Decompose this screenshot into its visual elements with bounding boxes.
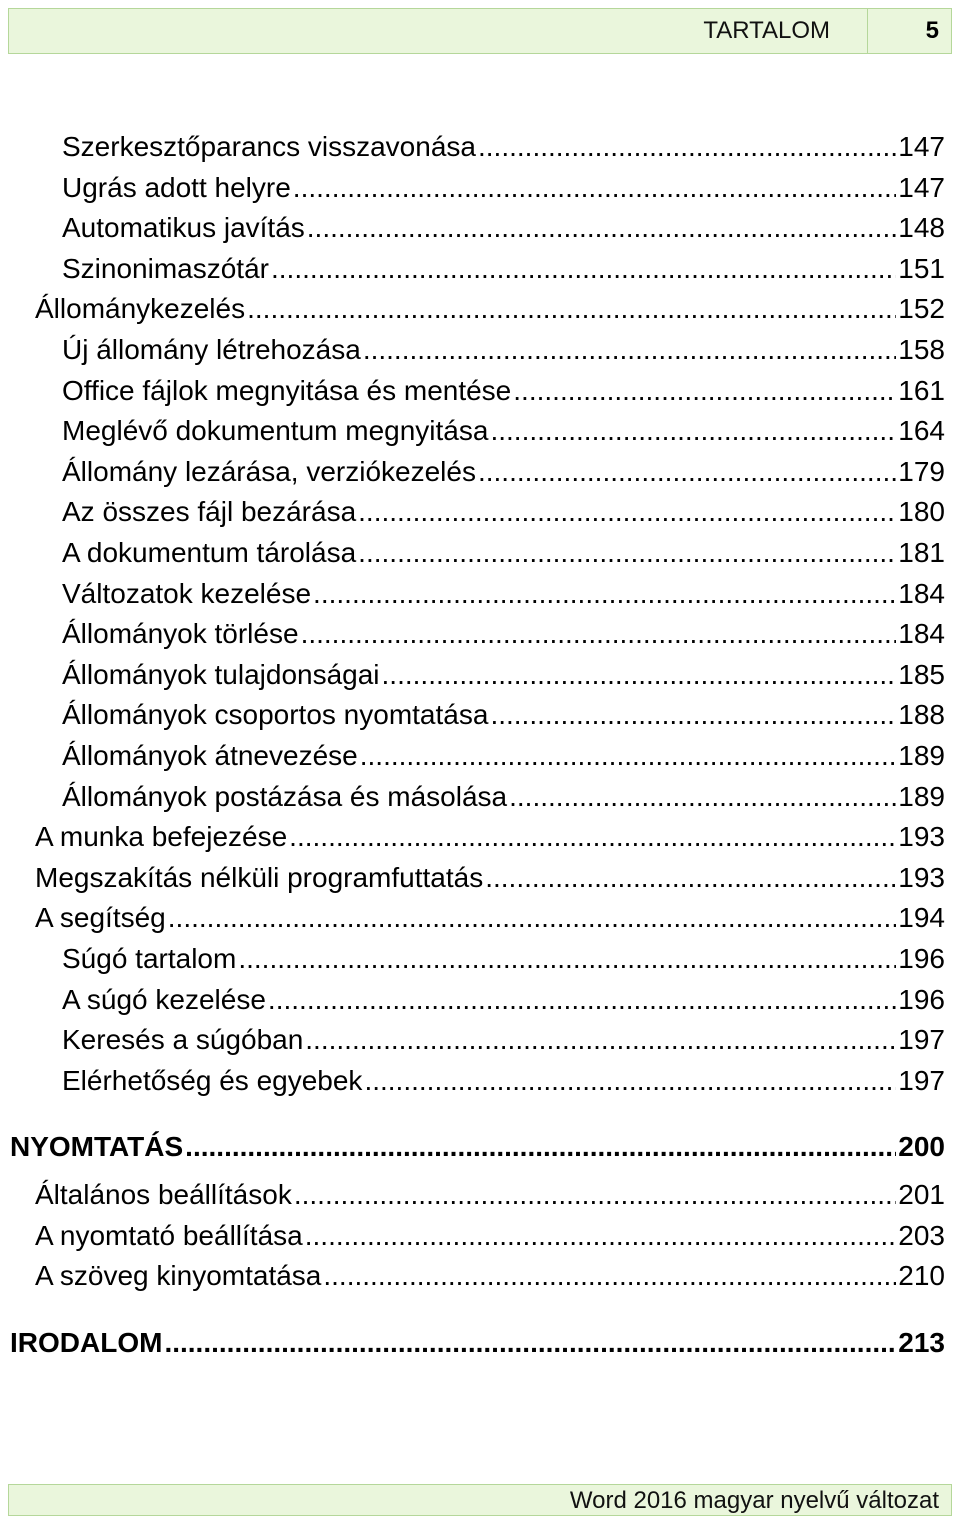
toc-entry-title: A munka befejezése [35, 821, 288, 853]
toc-entry-title: Állományok törlése [62, 618, 299, 650]
toc-dot-leader [305, 1219, 897, 1253]
toc-entry[interactable] [62, 936, 945, 976]
toc-dot-leader [382, 658, 897, 692]
toc-entry-title: A súgó kezelése [62, 983, 266, 1015]
toc-entry-page: 152 [898, 293, 945, 325]
toc-entry-title: Szerkesztőparancs visszavonása [62, 131, 476, 162]
toc-entry-page: 189 [898, 740, 945, 771]
toc-dot-leader [358, 536, 896, 570]
toc-entry[interactable] [10, 1124, 945, 1164]
toc-dot-leader [185, 1130, 896, 1164]
toc-entry-title: A nyomtató beállítása [35, 1219, 303, 1251]
toc-entry[interactable] [62, 530, 945, 570]
toc-entry[interactable] [62, 368, 945, 408]
toc-entry-page: 184 [898, 577, 945, 609]
toc-entry-page: 194 [898, 902, 945, 934]
toc-entry-page: 151 [898, 252, 945, 284]
toc-dot-leader [363, 333, 896, 367]
toc-entry-title: Állományok csoportos nyomtatása [62, 699, 489, 731]
toc-entry[interactable] [62, 1017, 945, 1057]
toc-dot-leader [268, 983, 896, 1017]
toc-entry-title: A segítség [35, 902, 166, 934]
toc-dot-leader [360, 739, 897, 773]
toc-entry[interactable] [62, 611, 945, 651]
toc-dot-leader [168, 901, 897, 935]
toc-entry-page: 200 [898, 1131, 945, 1162]
toc-entry-page: 203 [898, 1219, 945, 1251]
toc-entry[interactable] [62, 327, 945, 367]
toc-entry-page: 179 [898, 455, 945, 487]
toc-dot-leader [238, 942, 896, 976]
toc-entry-page: 193 [898, 821, 945, 853]
toc-entry-page: 181 [898, 537, 945, 568]
header-page-number: 5 [925, 17, 939, 44]
toc-dot-leader [247, 292, 896, 326]
toc-entry-title: A szöveg kinyomtatása [35, 1260, 322, 1292]
page-header [8, 8, 952, 54]
toc-dot-leader [490, 698, 896, 732]
toc-entry[interactable] [35, 286, 945, 326]
toc-dot-leader [478, 455, 896, 489]
toc-dot-leader [485, 861, 896, 895]
toc-entry[interactable] [62, 205, 945, 245]
toc-entry-title: Meglévő dokumentum megnyitása [62, 415, 489, 447]
toc-dot-leader [358, 495, 896, 529]
toc-entry-title: NYOMTATÁS [10, 1131, 184, 1162]
header-divider [867, 8, 868, 54]
toc-dot-leader [323, 1259, 896, 1293]
toc-entry-page: 189 [898, 780, 945, 812]
toc-entry-title: Állományok postázása és másolása [62, 780, 508, 812]
toc-entry-page: 184 [898, 618, 945, 650]
toc-entry[interactable] [62, 692, 945, 732]
toc-entry-page: 213 [898, 1327, 945, 1358]
toc-entry[interactable] [62, 571, 945, 611]
toc-entry[interactable] [10, 1320, 945, 1360]
toc-entry[interactable] [62, 408, 945, 448]
toc-entry-title: Általános beállítások [35, 1179, 292, 1210]
toc-entry-page: 196 [898, 983, 945, 1015]
toc-dot-leader [509, 780, 896, 814]
toc-dot-leader [490, 414, 896, 448]
toc-entry-page: 147 [898, 171, 945, 203]
toc-entry-title: Állományok átnevezése [62, 740, 358, 771]
toc-entry[interactable] [35, 895, 945, 935]
toc-entry-title: Ugrás adott helyre [62, 171, 291, 203]
toc-entry[interactable] [35, 855, 945, 895]
toc-dot-leader [478, 130, 896, 164]
toc-entry-title: Súgó tartalom [62, 943, 237, 974]
toc-entry-title: Megszakítás nélküli programfuttatás [35, 861, 484, 893]
toc-dot-leader [307, 211, 897, 245]
toc-entry-page: 210 [898, 1260, 945, 1292]
toc-entry[interactable] [62, 652, 945, 692]
toc-entry-title: IRODALOM [10, 1327, 163, 1358]
toc-entry-page: 188 [898, 699, 945, 731]
toc-dot-leader [271, 252, 896, 286]
toc-dot-leader [313, 577, 896, 611]
footer-text: Word 2016 magyar nyelvű változat [569, 1487, 939, 1514]
toc-entry[interactable] [62, 449, 945, 489]
toc-entry-title: Változatok kezelése [62, 577, 312, 609]
toc-entry[interactable] [35, 814, 945, 854]
toc-entry-title: Elérhetőség és egyebek [62, 1064, 363, 1096]
toc-entry-page: 148 [898, 212, 945, 244]
toc-entry-page: 197 [898, 1064, 945, 1096]
toc-dot-leader [305, 1023, 896, 1057]
toc-entry-page: 193 [898, 861, 945, 893]
header-title: TARTALOM [703, 17, 830, 44]
toc-entry-title: Az összes fájl bezárása [62, 496, 357, 528]
toc-entry[interactable] [35, 1213, 945, 1253]
toc-dot-leader [364, 1064, 896, 1098]
toc-entry-page: 164 [898, 415, 945, 447]
toc-entry-page: 201 [898, 1179, 945, 1210]
toc-entry[interactable] [62, 774, 945, 814]
toc-dot-leader [513, 374, 896, 408]
toc-entry[interactable] [62, 977, 945, 1017]
toc-entry-page: 197 [898, 1024, 945, 1056]
toc-entry-title: Állomány lezárása, verziókezelés [62, 455, 476, 487]
toc-dot-leader [294, 1178, 896, 1212]
toc-entry-page: 158 [898, 334, 945, 365]
toc-entry[interactable] [62, 733, 945, 773]
page-footer [8, 1484, 952, 1516]
toc-entry-title: Állománykezelés [35, 293, 246, 325]
toc-entry[interactable] [62, 124, 945, 164]
toc-dot-leader [289, 820, 896, 854]
toc-entry-page: 180 [898, 496, 945, 528]
toc-entry[interactable] [62, 246, 945, 286]
toc-entry-title: Szinonimaszótár [62, 252, 269, 284]
toc-entry-page: 161 [898, 374, 945, 406]
toc-entry[interactable] [62, 489, 945, 529]
toc-entry-title: Office fájlok megnyitása és mentése [62, 374, 512, 406]
toc-entry-title: Új állomány létrehozása [62, 334, 361, 365]
toc-entry[interactable] [62, 165, 945, 205]
toc-entry[interactable] [35, 1172, 945, 1212]
toc-entry-page: 196 [898, 943, 945, 974]
toc-entry-page: 185 [898, 658, 945, 690]
toc-entry-title: Keresés a súgóban [62, 1024, 304, 1056]
toc-dot-leader [293, 171, 896, 205]
toc-entry-title: A dokumentum tárolása [62, 537, 357, 568]
toc-entry[interactable] [62, 1058, 945, 1098]
toc-entry-title: Állományok tulajdonságai [62, 658, 380, 690]
toc-entry-page: 147 [898, 131, 945, 162]
toc-entry[interactable] [35, 1253, 945, 1293]
toc-dot-leader [301, 617, 897, 651]
toc-dot-leader [164, 1326, 896, 1360]
toc-entry-title: Automatikus javítás [62, 212, 305, 244]
